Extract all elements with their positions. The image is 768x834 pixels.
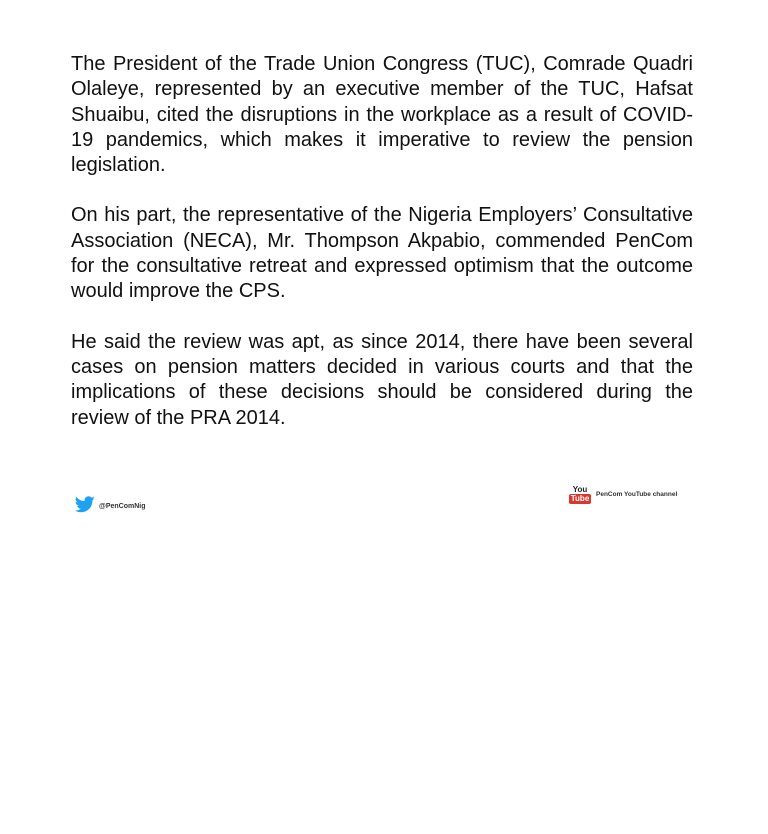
youtube-logo-icon: You Tube — [570, 485, 590, 503]
twitter-bird-icon — [75, 496, 95, 513]
paragraph-neca: On his part, the representative of the Nigeria Employers’ Consultative Association (NECA), Mr. Thompson Akpabio, commended PenCom for the consultative retreat and expressed optimism that the outcome would improve the CPS. — [71, 204, 693, 303]
twitter-handle: @PenComNig — [99, 503, 146, 510]
article-body — [71, 52, 693, 431]
twitter-link[interactable] — [75, 496, 146, 513]
paragraph-review: He said the review was apt, as since 2014, there have been several cases on pension matters decided in various courts and that the implications of these decisions should be considered during the review of the PRA 2014. — [71, 330, 693, 429]
paragraph-tuc: The President of the Trade Union Congress (TUC), Comrade Quadri Olaleye, represented by an executive member of the TUC, Hafsat Shuaibu, cited the disruptions in the workplace as a result of COVID-19 pandemics, which makes it imperative to review the pension legislation. — [71, 53, 693, 177]
youtube-link[interactable] — [569, 485, 677, 504]
youtube-channel-label: PenCom YouTube channel — [596, 491, 678, 498]
